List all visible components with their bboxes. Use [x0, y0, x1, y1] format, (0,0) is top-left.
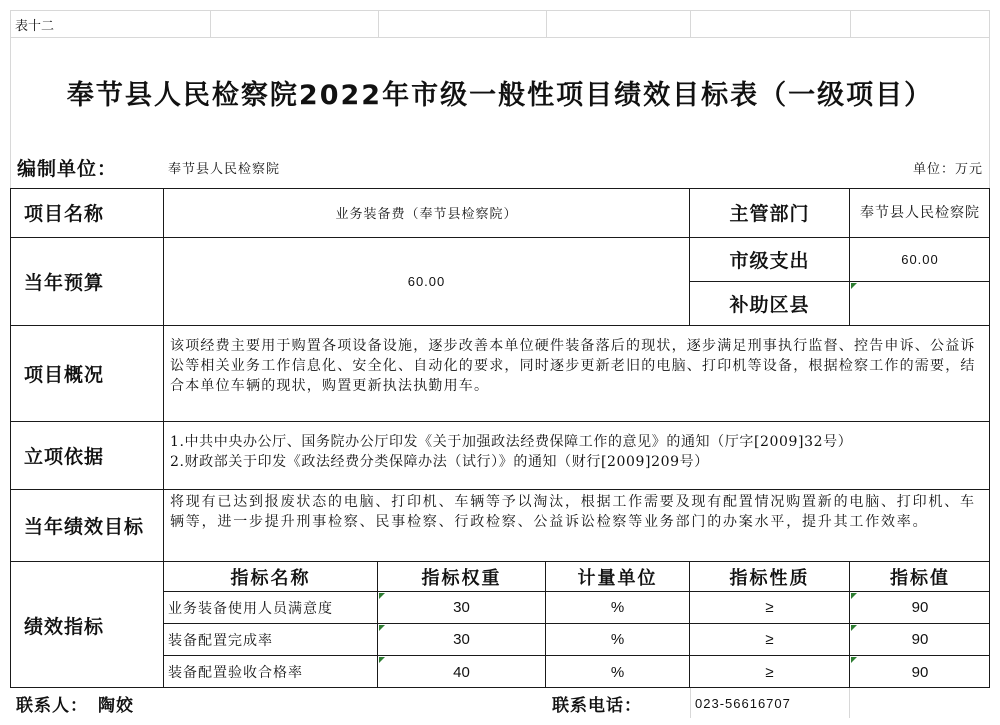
phone-value: 023-56616707 — [690, 688, 850, 718]
top-grid-line-5 — [850, 10, 851, 38]
indicator-row-3-weight: 40 — [378, 656, 546, 688]
overview-text: 该项经费主要用于购置各项设备设施，逐步改善本单位硬件装备落后的现状，逐步满足刑事执行监督、控告申诉、公益诉讼等相关业务工作信息化、安全化、自动化的要求，同时逐步更新老旧的电脑、打印机等设备，根据检察工作的需要，结合本单位车辆的现状，购置更新执法执勤用车。 — [164, 326, 990, 422]
indicator-row-1-value: 90 — [850, 592, 990, 624]
budget-value: 60.00 — [164, 238, 690, 326]
goal-text: 将现有已达到报废状态的电脑、打印机、车辆等予以淘汰，根据工作需要及现有配置情况购置新的电脑、打印机、车辆等，进一步提升刑事检察、民事检察、行政检察、公益诉讼检察等业务部门的办案水平，提升其工作效率。 — [164, 490, 990, 562]
org-value: 奉节县人民检察院 — [168, 161, 281, 177]
basis-label: 立项依据 — [10, 422, 164, 490]
top-grid-line-1 — [210, 10, 211, 38]
overview-label: 项目概况 — [10, 326, 164, 422]
sheet-tag: 表十二 — [10, 10, 990, 38]
indicator-header-nature: 指标性质 — [690, 562, 850, 592]
top-grid-line-2 — [378, 10, 379, 38]
indicator-row-1-nature: ≥ — [690, 592, 850, 624]
basis-block — [164, 422, 990, 490]
project-name-label: 项目名称 — [10, 188, 164, 238]
top-grid-line-4 — [690, 10, 691, 38]
page-title: 奉节县人民检察院2022年市级一般性项目绩效目标表（一级项目） — [10, 38, 990, 146]
org-label: 编制单位： — [10, 146, 164, 188]
contact-value: 陶姣 — [98, 695, 134, 716]
indicator-row-2-name: 装备配置完成率 — [164, 624, 378, 656]
basis-line-1: 1.中共中央办公厅、国务院办公厅印发《关于加强政法经费保障工作的意见》的通知（厅字[2009]32号） — [170, 434, 853, 450]
indicator-header-name: 指标名称 — [164, 562, 378, 592]
indicator-label: 绩效指标 — [10, 562, 164, 688]
indicator-row-2-nature: ≥ — [690, 624, 850, 656]
indicator-row-1-unit: % — [546, 592, 690, 624]
phone-label: 联系电话： — [552, 695, 642, 716]
dept-label: 主管部门 — [690, 188, 850, 238]
indicator-row-1-weight: 30 — [378, 592, 546, 624]
indicator-header-value: 指标值 — [850, 562, 990, 592]
goal-label: 当年绩效目标 — [10, 490, 164, 562]
subsidy-value — [850, 282, 990, 326]
city-spend-value: 60.00 — [850, 238, 990, 282]
basis-line-2: 2.财政部关于印发《政法经费分类保障办法（试行）》的通知（财行[2009]209号） — [170, 454, 709, 470]
indicator-row-2-unit: % — [546, 624, 690, 656]
indicator-row-3-unit: % — [546, 656, 690, 688]
indicator-row-3-nature: ≥ — [690, 656, 850, 688]
indicator-row-1-name: 业务装备使用人员满意度 — [164, 592, 378, 624]
indicator-row-2-value: 90 — [850, 624, 990, 656]
contact-label: 联系人： — [16, 695, 88, 716]
dept-value: 奉节县人民检察院 — [850, 188, 990, 238]
indicator-row-3-value: 90 — [850, 656, 990, 688]
indicator-header-weight: 指标权重 — [378, 562, 546, 592]
city-spend-label: 市级支出 — [690, 238, 850, 282]
indicator-row-2-weight: 30 — [378, 624, 546, 656]
indicator-row-3-name: 装备配置验收合格率 — [164, 656, 378, 688]
top-grid-line-3 — [546, 10, 547, 38]
subsidy-label: 补助区县 — [690, 282, 850, 326]
project-name-value: 业务装备费（奉节县检察院） — [164, 188, 690, 238]
budget-label: 当年预算 — [10, 238, 164, 326]
unit-label: 单位：万元 — [690, 146, 990, 188]
indicator-header-unit: 计量单位 — [546, 562, 690, 592]
